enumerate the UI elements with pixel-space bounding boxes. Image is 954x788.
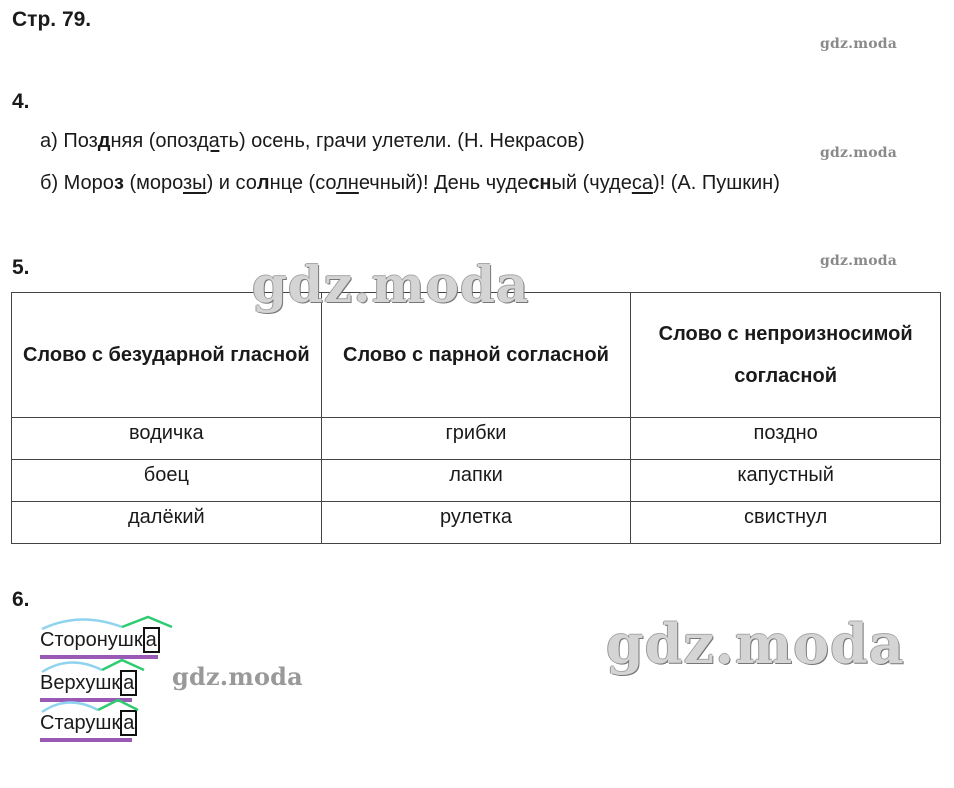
ending-box: а [143, 627, 160, 653]
table-cell: свистнул [631, 502, 941, 544]
table-row [12, 460, 941, 502]
watermark-large: gdz.moda [606, 612, 905, 676]
morpheme-word: Сторонушк а [40, 627, 160, 653]
header-silent-consonant: Слово с непроизносимой согласной [631, 293, 941, 418]
table-cell: боец [12, 460, 322, 502]
table-cell: поздно [631, 418, 941, 460]
task-4-number: 4. [12, 90, 30, 113]
table-cell: лапки [321, 460, 631, 502]
page-reference: Стр. 79. [12, 8, 92, 31]
header-unstressed-vowel: Слово с безударной гласной [12, 293, 322, 418]
task-4-sentence-b: б) Мороз (морозы) и солнце (солнечный)! День чудесный (чудеса)! (А. Пушкин) [40, 172, 780, 194]
watermark: gdz.moda [172, 662, 303, 691]
table-cell: капустный [631, 460, 941, 502]
ending-box: а [120, 710, 137, 736]
table-row [12, 418, 941, 460]
words-table [11, 292, 941, 544]
morpheme-word: Старушк а [40, 710, 137, 736]
watermark: gdz.moda [820, 36, 898, 52]
header-paired-consonant: Слово с парной согласной [321, 293, 631, 418]
table-cell: далёкий [12, 502, 322, 544]
watermark: gdz.moda [820, 145, 898, 161]
task-4-sentence-a: а) Поздняя (опоздать) осень, грачи улетели. (Н. Некрасов) [40, 130, 585, 152]
table-cell: грибки [321, 418, 631, 460]
table-cell: водичка [12, 418, 322, 460]
watermark-large: gdz.moda [252, 255, 530, 314]
root-suffix-marks [40, 696, 160, 716]
root-suffix-marks [40, 613, 200, 633]
task-6-number: 6. [12, 588, 30, 611]
morpheme-word: Верхушк а [40, 670, 137, 696]
table-cell: рулетка [321, 502, 631, 544]
table-row [12, 502, 941, 544]
watermark: gdz.moda [820, 253, 898, 269]
root-suffix-marks [40, 656, 160, 676]
ending-box: а [120, 670, 137, 696]
stem-underline [40, 738, 132, 742]
task-5-number: 5. [12, 256, 30, 279]
